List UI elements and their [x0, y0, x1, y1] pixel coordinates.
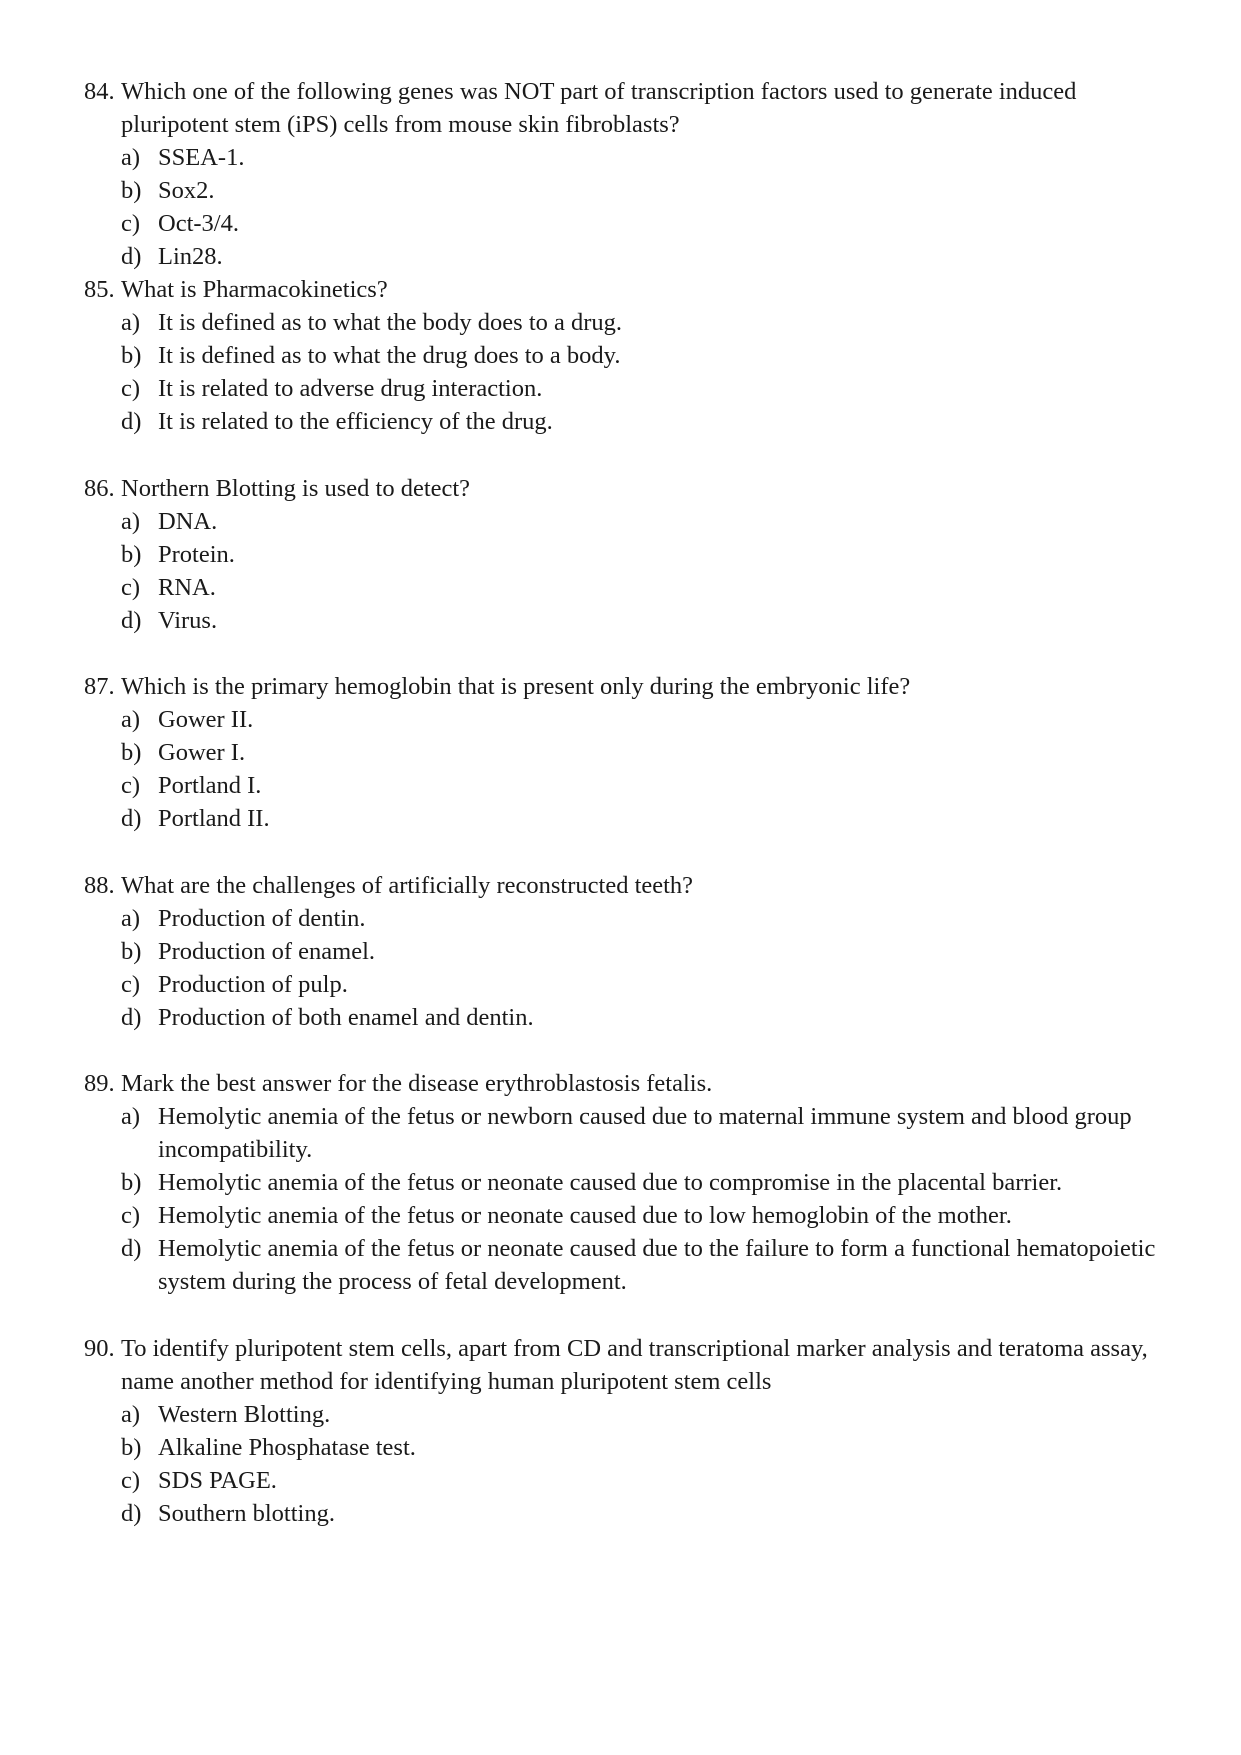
option-letter: c) — [121, 375, 141, 402]
question-number: 87. — [84, 673, 115, 700]
option-b — [84, 1431, 1164, 1464]
question-87 — [84, 670, 1164, 835]
option-letter: c) — [121, 772, 141, 799]
options-list — [84, 1100, 1164, 1298]
option-letter: b) — [121, 938, 142, 965]
option-c — [84, 571, 1164, 604]
option-text: Southern blotting. — [158, 1500, 335, 1527]
question-86 — [84, 472, 1164, 637]
question-84 — [84, 75, 1164, 273]
option-text: Western Blotting. — [158, 1401, 331, 1428]
option-text: Production of pulp. — [158, 971, 348, 998]
option-c — [84, 968, 1164, 1001]
option-text: Protein. — [158, 541, 235, 568]
option-b — [84, 935, 1164, 968]
option-letter: d) — [121, 243, 142, 270]
option-letter: d) — [121, 1004, 142, 1031]
options-list — [84, 1398, 1164, 1530]
option-text: Virus. — [158, 607, 218, 634]
option-d — [84, 1232, 1164, 1298]
option-text: It is defined as to what the drug does to a body. — [158, 342, 621, 369]
question-number: 85. — [84, 276, 115, 303]
option-d — [84, 1001, 1164, 1034]
option-letter: d) — [121, 1235, 142, 1262]
option-letter: b) — [121, 1434, 142, 1461]
question-88 — [84, 869, 1164, 1034]
option-letter: a) — [121, 508, 141, 535]
options-list — [84, 306, 1164, 438]
option-letter: d) — [121, 408, 142, 435]
question-text-row — [84, 75, 1164, 141]
question-text: Mark the best answer for the disease erythroblastosis fetalis. — [121, 1070, 713, 1097]
question-number: 88. — [84, 872, 115, 899]
option-letter: c) — [121, 574, 141, 601]
option-letter: b) — [121, 1169, 142, 1196]
option-text: Portland I. — [158, 772, 262, 799]
question-text: What are the challenges of artificially reconstructed teeth? — [121, 872, 694, 899]
option-d — [84, 240, 1164, 273]
option-letter: a) — [121, 706, 141, 733]
option-text: It is defined as to what the body does to a drug. — [158, 309, 623, 336]
option-letter: a) — [121, 144, 141, 171]
option-c — [84, 1464, 1164, 1497]
option-letter: b) — [121, 739, 142, 766]
option-c — [84, 1199, 1164, 1232]
option-a — [84, 1398, 1164, 1431]
options-list — [84, 902, 1164, 1034]
option-text: DNA. — [158, 508, 218, 535]
option-text: Hemolytic anemia of the fetus or neonate caused due to compromise in the placental barrier. — [158, 1169, 1063, 1196]
option-text: Hemolytic anemia of the fetus or newborn caused due to maternal immune system and blood group incompatibility. — [158, 1103, 1132, 1163]
option-text: It is related to adverse drug interaction. — [158, 375, 543, 402]
question-90 — [84, 1332, 1164, 1530]
option-c — [84, 769, 1164, 802]
question-number: 89. — [84, 1070, 115, 1097]
options-list — [84, 505, 1164, 637]
option-d — [84, 604, 1164, 637]
options-list — [84, 703, 1164, 835]
question-text-row — [84, 670, 1164, 703]
question-89 — [84, 1067, 1164, 1298]
option-text: Oct-3/4. — [158, 210, 239, 237]
question-text: Northern Blotting is used to detect? — [121, 475, 471, 502]
option-b — [84, 736, 1164, 769]
option-letter: d) — [121, 1500, 142, 1527]
option-d — [84, 802, 1164, 835]
option-text: Gower I. — [158, 739, 246, 766]
option-letter: b) — [121, 177, 142, 204]
option-a — [84, 505, 1164, 538]
option-text: SSEA-1. — [158, 144, 245, 171]
option-letter: d) — [121, 805, 142, 832]
option-letter: c) — [121, 210, 141, 237]
question-text-row — [84, 273, 1164, 306]
question-text-row — [84, 472, 1164, 505]
option-d — [84, 405, 1164, 438]
question-number: 90. — [84, 1335, 115, 1362]
question-text: Which one of the following genes was NOT part of transcription factors used to generate induced pluripotent stem (iPS) cells from mouse skin fibroblasts? — [121, 78, 1077, 138]
option-b — [84, 174, 1164, 207]
question-85 — [84, 273, 1164, 438]
option-letter: b) — [121, 541, 142, 568]
option-letter: a) — [121, 905, 141, 932]
question-text-row — [84, 1332, 1164, 1398]
option-d — [84, 1497, 1164, 1530]
question-text-row — [84, 1067, 1164, 1100]
option-a — [84, 306, 1164, 339]
option-b — [84, 339, 1164, 372]
option-text: Hemolytic anemia of the fetus or neonate caused due to low hemoglobin of the mother. — [158, 1202, 1012, 1229]
option-letter: a) — [121, 1401, 141, 1428]
option-text: SDS PAGE. — [158, 1467, 277, 1494]
option-text: It is related to the efficiency of the drug. — [158, 408, 553, 435]
option-letter: c) — [121, 971, 141, 998]
question-text: Which is the primary hemoglobin that is present only during the embryonic life? — [121, 673, 911, 700]
option-text: Sox2. — [158, 177, 215, 204]
question-text-row — [84, 869, 1164, 902]
option-text: Gower II. — [158, 706, 254, 733]
option-a — [84, 902, 1164, 935]
option-text: Production of both enamel and dentin. — [158, 1004, 534, 1031]
option-a — [84, 141, 1164, 174]
option-a — [84, 1100, 1164, 1166]
option-letter: a) — [121, 1103, 141, 1130]
option-text: Hemolytic anemia of the fetus or neonate caused due to the failure to form a functional hematopoietic system during the process of fetal development. — [158, 1235, 1156, 1295]
option-letter: a) — [121, 309, 141, 336]
option-text: Production of enamel. — [158, 938, 376, 965]
question-text: To identify pluripotent stem cells, apart from CD and transcriptional marker analysis and teratoma assay, name another method for identifying human pluripotent stem cells — [121, 1335, 1148, 1395]
option-b — [84, 1166, 1164, 1199]
question-text: What is Pharmacokinetics? — [121, 276, 388, 303]
question-number: 86. — [84, 475, 115, 502]
question-number: 84. — [84, 78, 115, 105]
option-b — [84, 538, 1164, 571]
option-c — [84, 372, 1164, 405]
option-letter: c) — [121, 1202, 141, 1229]
option-letter: b) — [121, 342, 142, 369]
option-text: Production of dentin. — [158, 905, 366, 932]
option-text: RNA. — [158, 574, 216, 601]
option-letter: c) — [121, 1467, 141, 1494]
option-c — [84, 207, 1164, 240]
option-text: Lin28. — [158, 243, 223, 270]
option-text: Alkaline Phosphatase test. — [158, 1434, 416, 1461]
options-list — [84, 141, 1164, 273]
option-text: Portland II. — [158, 805, 270, 832]
option-letter: d) — [121, 607, 142, 634]
option-a — [84, 703, 1164, 736]
